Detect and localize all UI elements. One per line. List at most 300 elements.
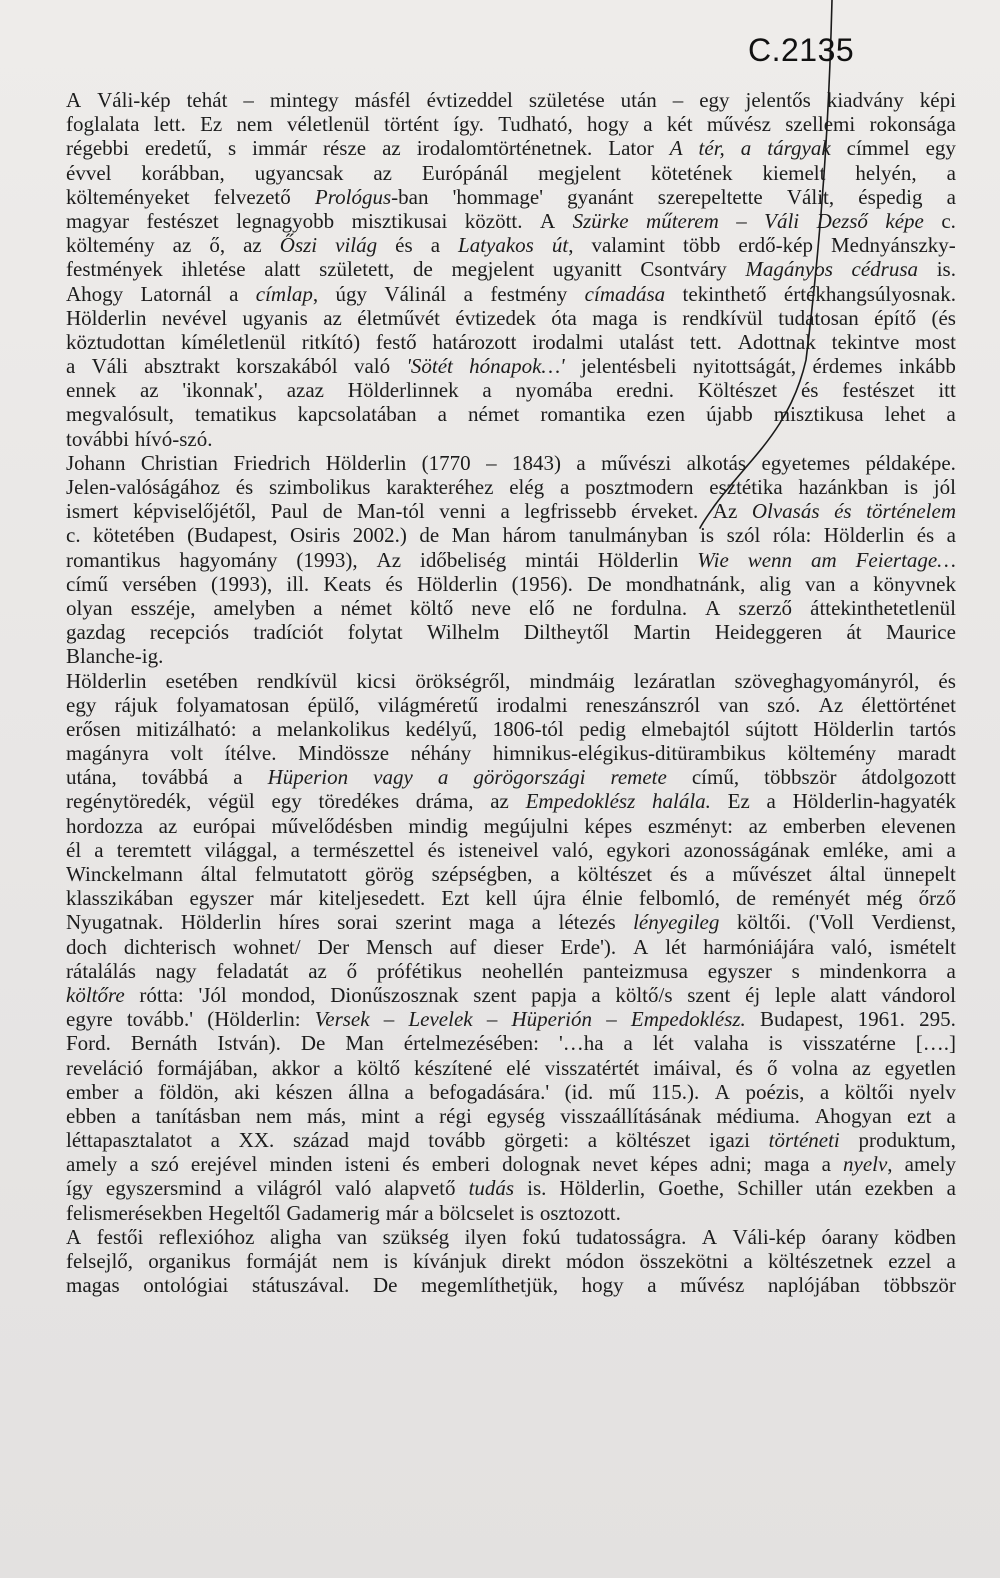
word: a	[94, 837, 104, 862]
word: a	[531, 910, 542, 935]
word: újra	[533, 886, 566, 911]
word: és	[735, 1055, 753, 1080]
word: a	[946, 837, 956, 862]
body-text	[66, 88, 956, 1297]
word: szent	[473, 982, 517, 1007]
text-line	[66, 257, 956, 281]
text-line	[66, 789, 956, 813]
word: a	[623, 1031, 633, 1056]
word: Ahogy	[66, 281, 124, 306]
word: épülő,	[307, 692, 360, 717]
word: a	[252, 716, 262, 741]
word: vagy	[373, 765, 413, 790]
word: Feiertage…	[855, 547, 956, 572]
word: legfrissebb	[524, 499, 617, 524]
word: nyitottságát,	[692, 354, 797, 379]
word: gazdag	[66, 620, 126, 645]
word: világ	[335, 233, 378, 258]
word: egyetemes	[761, 450, 851, 475]
word: így.	[453, 112, 484, 137]
text-line	[66, 282, 956, 306]
word: készen	[275, 1079, 333, 1104]
word: esetében	[165, 668, 238, 693]
word: mondhatnánk,	[625, 571, 746, 596]
word: de	[736, 886, 756, 911]
word: az	[748, 813, 768, 838]
word: itt	[938, 378, 956, 403]
word: költő	[356, 1055, 401, 1080]
word: –	[606, 1007, 617, 1032]
word: maradt	[897, 741, 956, 766]
word: a	[66, 354, 76, 379]
word: van	[336, 1224, 368, 1249]
word: 1843)	[512, 450, 561, 475]
word: –	[736, 208, 747, 233]
word: többször	[883, 1273, 956, 1298]
word: maga	[592, 305, 638, 330]
word: neve	[471, 595, 511, 620]
word: neohellén	[481, 958, 564, 983]
word: földön,	[158, 1079, 219, 1104]
word: A	[705, 595, 721, 620]
word: akkor	[271, 1055, 320, 1080]
word: A	[714, 1079, 730, 1104]
word: is	[768, 1031, 783, 1056]
word: magányra	[66, 741, 149, 766]
word: dichterisch	[123, 934, 216, 959]
text-line	[66, 1104, 956, 1128]
word: így	[66, 1176, 93, 1201]
text-line	[66, 402, 956, 426]
word: Versek	[314, 1007, 370, 1032]
word: Man-tól	[357, 499, 425, 524]
word: (1993),	[210, 571, 273, 596]
word: mintái	[525, 547, 579, 572]
word: nem	[255, 1103, 292, 1128]
word: nevével	[161, 305, 228, 330]
word: a	[133, 1079, 144, 1104]
word: lezáratlan	[633, 668, 716, 693]
word: fokú	[522, 1224, 561, 1249]
word: született,	[319, 257, 395, 282]
word: egyszer	[189, 886, 254, 911]
word: leple	[774, 982, 816, 1007]
word: század	[292, 1128, 349, 1153]
word: tekinthető	[682, 281, 767, 306]
word: végül	[208, 789, 255, 814]
word: kívánjuk	[413, 1249, 487, 1273]
word: rótta:	[139, 982, 184, 1007]
text-line	[66, 1273, 956, 1297]
word: tudás	[468, 1176, 515, 1201]
word: című,	[691, 765, 740, 790]
word: direkt	[501, 1249, 551, 1273]
word: alatt	[264, 257, 301, 282]
word: is	[653, 305, 668, 330]
word: jól	[933, 475, 956, 499]
word: költemény	[787, 741, 877, 766]
word: 1961.	[857, 1007, 905, 1032]
word: A	[66, 1224, 82, 1249]
word: A	[701, 1224, 717, 1249]
word: ezt	[906, 1103, 932, 1128]
word: de	[419, 523, 440, 548]
word: a	[333, 1055, 343, 1080]
word: kedélyű,	[405, 716, 478, 741]
word: köztudottan	[66, 329, 166, 354]
word: Az	[818, 692, 844, 717]
word: róla:	[772, 523, 812, 548]
word: mindmáig	[529, 668, 615, 693]
word: 115.).	[651, 1079, 700, 1104]
text-line	[66, 1031, 956, 1055]
word: kötetében	[93, 523, 175, 548]
word: művészet	[732, 862, 812, 886]
word: helyén,	[855, 160, 917, 185]
word: Hölderlin	[813, 716, 894, 741]
word: ő	[346, 958, 358, 983]
word: életművét	[357, 305, 441, 330]
word: alatt	[830, 982, 867, 1007]
word: költemény	[66, 233, 155, 258]
text-line	[66, 765, 956, 789]
word: melankolikus	[276, 716, 390, 741]
word: egyszer	[707, 958, 772, 983]
word: a	[313, 595, 323, 620]
word: az	[139, 378, 159, 403]
word: Lator	[608, 136, 654, 161]
word: őrző	[918, 886, 956, 911]
word: fordulna.	[610, 595, 688, 620]
word: 'Sötét	[406, 354, 453, 379]
word: áttekinthetetlenül	[810, 595, 956, 620]
word: c.	[941, 208, 956, 233]
word: egy	[925, 136, 956, 161]
word: megjelent	[451, 257, 535, 282]
word: hogy	[581, 1273, 624, 1298]
word: Verdienst,	[871, 910, 956, 935]
text-line	[66, 523, 956, 547]
word: is.	[936, 257, 956, 282]
word: Hölderlin,	[559, 1176, 646, 1201]
word: hónapok…'	[469, 354, 565, 379]
word: tett.	[689, 329, 722, 354]
word: Az	[376, 547, 402, 572]
word: teremtett	[116, 837, 192, 862]
word: státuszával.	[251, 1273, 350, 1298]
word: és	[669, 862, 688, 886]
word: sújtott	[745, 716, 798, 741]
word: képes	[649, 1152, 698, 1177]
word: görgeti:	[504, 1128, 570, 1153]
word: évtizeddel	[426, 88, 513, 112]
word: rájuk	[114, 692, 158, 717]
word: himnikus-elégikus-ditürambikus	[492, 741, 766, 766]
word: szerző	[738, 595, 793, 620]
word: költő	[410, 595, 454, 620]
word: művész	[680, 1273, 745, 1298]
word: a	[946, 160, 956, 185]
word: a	[229, 281, 239, 306]
word: a	[743, 1249, 753, 1273]
text-line	[66, 910, 956, 934]
word: festészet	[842, 378, 915, 403]
text-line	[66, 161, 956, 185]
word: visszaállításának	[560, 1103, 702, 1128]
word: több	[682, 233, 721, 258]
word: Mednyánszky-	[831, 233, 956, 258]
word: éj	[745, 982, 761, 1007]
word: készítené	[414, 1055, 493, 1080]
word: is	[904, 475, 919, 499]
word: egy	[699, 88, 730, 112]
word: a	[946, 958, 956, 983]
word: átdolgozott	[861, 765, 956, 790]
word: ugyancsak	[254, 160, 344, 185]
word: szó.	[767, 692, 801, 717]
word: német	[468, 402, 520, 427]
word: más,	[307, 1103, 347, 1128]
word: visszatértét	[544, 1055, 640, 1080]
word: világméretű	[377, 692, 479, 717]
word: naplójában	[767, 1273, 861, 1298]
word: nyelv	[909, 1079, 956, 1104]
word: elő	[529, 595, 555, 620]
word: között.	[464, 208, 523, 233]
text-line	[66, 548, 956, 572]
word: ember	[66, 1079, 119, 1104]
word: költői	[844, 1079, 894, 1104]
word: a	[946, 1176, 956, 1201]
word: és	[916, 523, 935, 548]
word: éspedig	[858, 184, 923, 209]
word: határozott	[432, 329, 517, 354]
word: ünnepelt	[883, 862, 956, 886]
word: szükség	[382, 1224, 450, 1249]
word: tudatosságra.	[576, 1224, 687, 1249]
text-line	[66, 1007, 956, 1031]
word: valamint	[591, 233, 665, 258]
word: régi	[439, 1103, 472, 1128]
word: összekötni	[639, 1249, 729, 1273]
word: költői.	[736, 910, 792, 935]
text-line	[66, 185, 956, 209]
word: azonosságának	[683, 837, 810, 862]
word: eredetű,	[144, 136, 213, 161]
word: folyamatosan	[176, 692, 290, 717]
word: felvezető	[213, 184, 291, 209]
word: is	[700, 523, 715, 548]
word: ebben	[66, 1103, 117, 1128]
word: egy	[66, 692, 97, 717]
word: művész	[706, 112, 771, 137]
word: ezen	[646, 402, 686, 427]
text-line	[66, 354, 956, 378]
word: –	[243, 88, 254, 112]
word: van	[718, 692, 749, 717]
word: többször	[764, 765, 837, 790]
word: alapvető	[384, 1176, 456, 1201]
word: szimbolikus	[268, 475, 371, 499]
word: Johann	[66, 450, 126, 475]
word: misztikusai	[351, 208, 448, 233]
word: címlap,	[255, 281, 319, 306]
word: a	[946, 1103, 956, 1128]
word: 1806-tól	[492, 716, 564, 741]
word: tudatosan	[778, 305, 859, 330]
text-line	[66, 1128, 956, 1152]
text-line	[66, 1152, 956, 1176]
word: másfél	[354, 88, 411, 112]
text-line	[66, 306, 956, 330]
word: romantikus	[66, 547, 161, 572]
word: tematikus	[194, 402, 277, 427]
word: ontológiai	[143, 1273, 229, 1298]
word: világgal,	[204, 837, 278, 862]
word: Gadamerig	[286, 1200, 380, 1225]
word: s	[791, 958, 800, 983]
word: szerint	[395, 910, 452, 935]
word: Martin	[633, 620, 691, 645]
word: az	[382, 136, 401, 161]
word: harmóniájára	[703, 934, 815, 959]
word: lehet	[884, 402, 926, 427]
word: [….]	[915, 1031, 956, 1056]
word: jelentésbeli	[580, 354, 677, 379]
word: történeti	[768, 1128, 840, 1153]
word: építő	[874, 305, 917, 330]
word: hagyomány	[179, 547, 278, 572]
word: Adottnak	[737, 329, 816, 354]
text-line	[66, 959, 956, 983]
word: módon	[565, 1249, 625, 1273]
word: és	[834, 499, 852, 524]
word: –	[486, 450, 497, 475]
text-line	[66, 88, 956, 112]
word: misztikusa	[773, 402, 864, 427]
word: A	[669, 136, 683, 161]
word: 2002.)	[352, 523, 407, 548]
word: kiteljesedett.	[318, 886, 426, 911]
word: A	[633, 934, 649, 959]
word: élettörténet	[861, 692, 956, 717]
word: Schiller	[737, 1176, 803, 1201]
word: ezekben	[864, 1176, 934, 1201]
word: születése	[528, 88, 605, 112]
word: utána,	[66, 765, 117, 790]
word: organikus	[148, 1249, 231, 1273]
word: Winckelmann	[66, 862, 183, 886]
word: Latyakos	[458, 233, 534, 258]
word: érveket.	[631, 499, 699, 524]
word: esszéje,	[130, 595, 196, 620]
word: –	[383, 1007, 395, 1032]
word: kicsi	[356, 668, 397, 693]
word: költészet	[577, 862, 653, 886]
word: (id.	[564, 1079, 594, 1104]
word: volt	[170, 741, 204, 766]
word: műterem	[646, 208, 719, 233]
text-line	[66, 1176, 956, 1200]
word: Man	[345, 1031, 384, 1056]
word: isteneivel	[458, 837, 539, 862]
word: ismételt	[889, 934, 956, 959]
word: által	[200, 862, 237, 886]
text-line	[66, 1080, 956, 1104]
word: Ahogyan	[814, 1103, 892, 1128]
word: reneszánszról	[585, 692, 701, 717]
word: szöveghagyományról,	[734, 668, 920, 693]
word: a	[131, 1103, 141, 1128]
word: volna	[791, 1055, 839, 1080]
word: (1956).	[511, 571, 573, 596]
word: része	[322, 136, 367, 161]
text-line	[66, 717, 956, 741]
word: ennek	[66, 378, 117, 403]
word: ő,	[209, 233, 226, 258]
word: magyar	[66, 208, 129, 233]
word: a	[587, 1128, 598, 1153]
word: Váli-kép	[97, 88, 171, 112]
word: korábban,	[141, 160, 225, 185]
word: '…ha	[558, 1031, 604, 1056]
word: ami	[901, 837, 934, 862]
word: formájában,	[156, 1055, 258, 1080]
word: és	[385, 571, 403, 596]
word: versében	[122, 571, 197, 596]
word: való,	[831, 934, 873, 959]
word: Nyugatnak.	[66, 910, 164, 935]
word: lét	[665, 934, 687, 959]
word: a	[437, 765, 449, 790]
word: való,	[551, 837, 594, 862]
word: Hölderlin	[597, 547, 679, 572]
word: Ford.	[66, 1031, 111, 1056]
word: létezés	[558, 910, 616, 935]
text-line	[66, 1249, 956, 1273]
word: is	[383, 1249, 398, 1273]
word: Olvasás	[751, 499, 820, 524]
word: halála.	[651, 789, 711, 814]
word: lét	[652, 1031, 674, 1056]
word: Őszi	[279, 233, 318, 258]
word: az	[490, 789, 509, 814]
text-line	[66, 1056, 956, 1080]
word: maga	[764, 1152, 810, 1177]
word: nyomába	[515, 378, 593, 403]
word: költőre	[66, 982, 125, 1007]
word: a	[849, 571, 859, 596]
word: is	[519, 1200, 534, 1225]
word: legnagyobb	[236, 208, 335, 233]
text-line	[66, 935, 956, 959]
word: dolognak	[502, 1152, 581, 1177]
word: esztétika	[709, 475, 783, 499]
word: minden	[269, 1152, 333, 1177]
word: a	[643, 112, 653, 137]
word: nevet	[592, 1152, 638, 1177]
word: történt	[384, 112, 439, 137]
word: immár	[252, 136, 307, 161]
word: ítélve.	[224, 741, 277, 766]
word: Christian	[140, 450, 218, 475]
word: Wie	[697, 547, 729, 572]
word: egy	[271, 789, 302, 814]
word: a	[576, 450, 586, 475]
word: és	[402, 1152, 420, 1177]
word: Váli	[91, 354, 128, 379]
word: festő	[375, 329, 417, 354]
